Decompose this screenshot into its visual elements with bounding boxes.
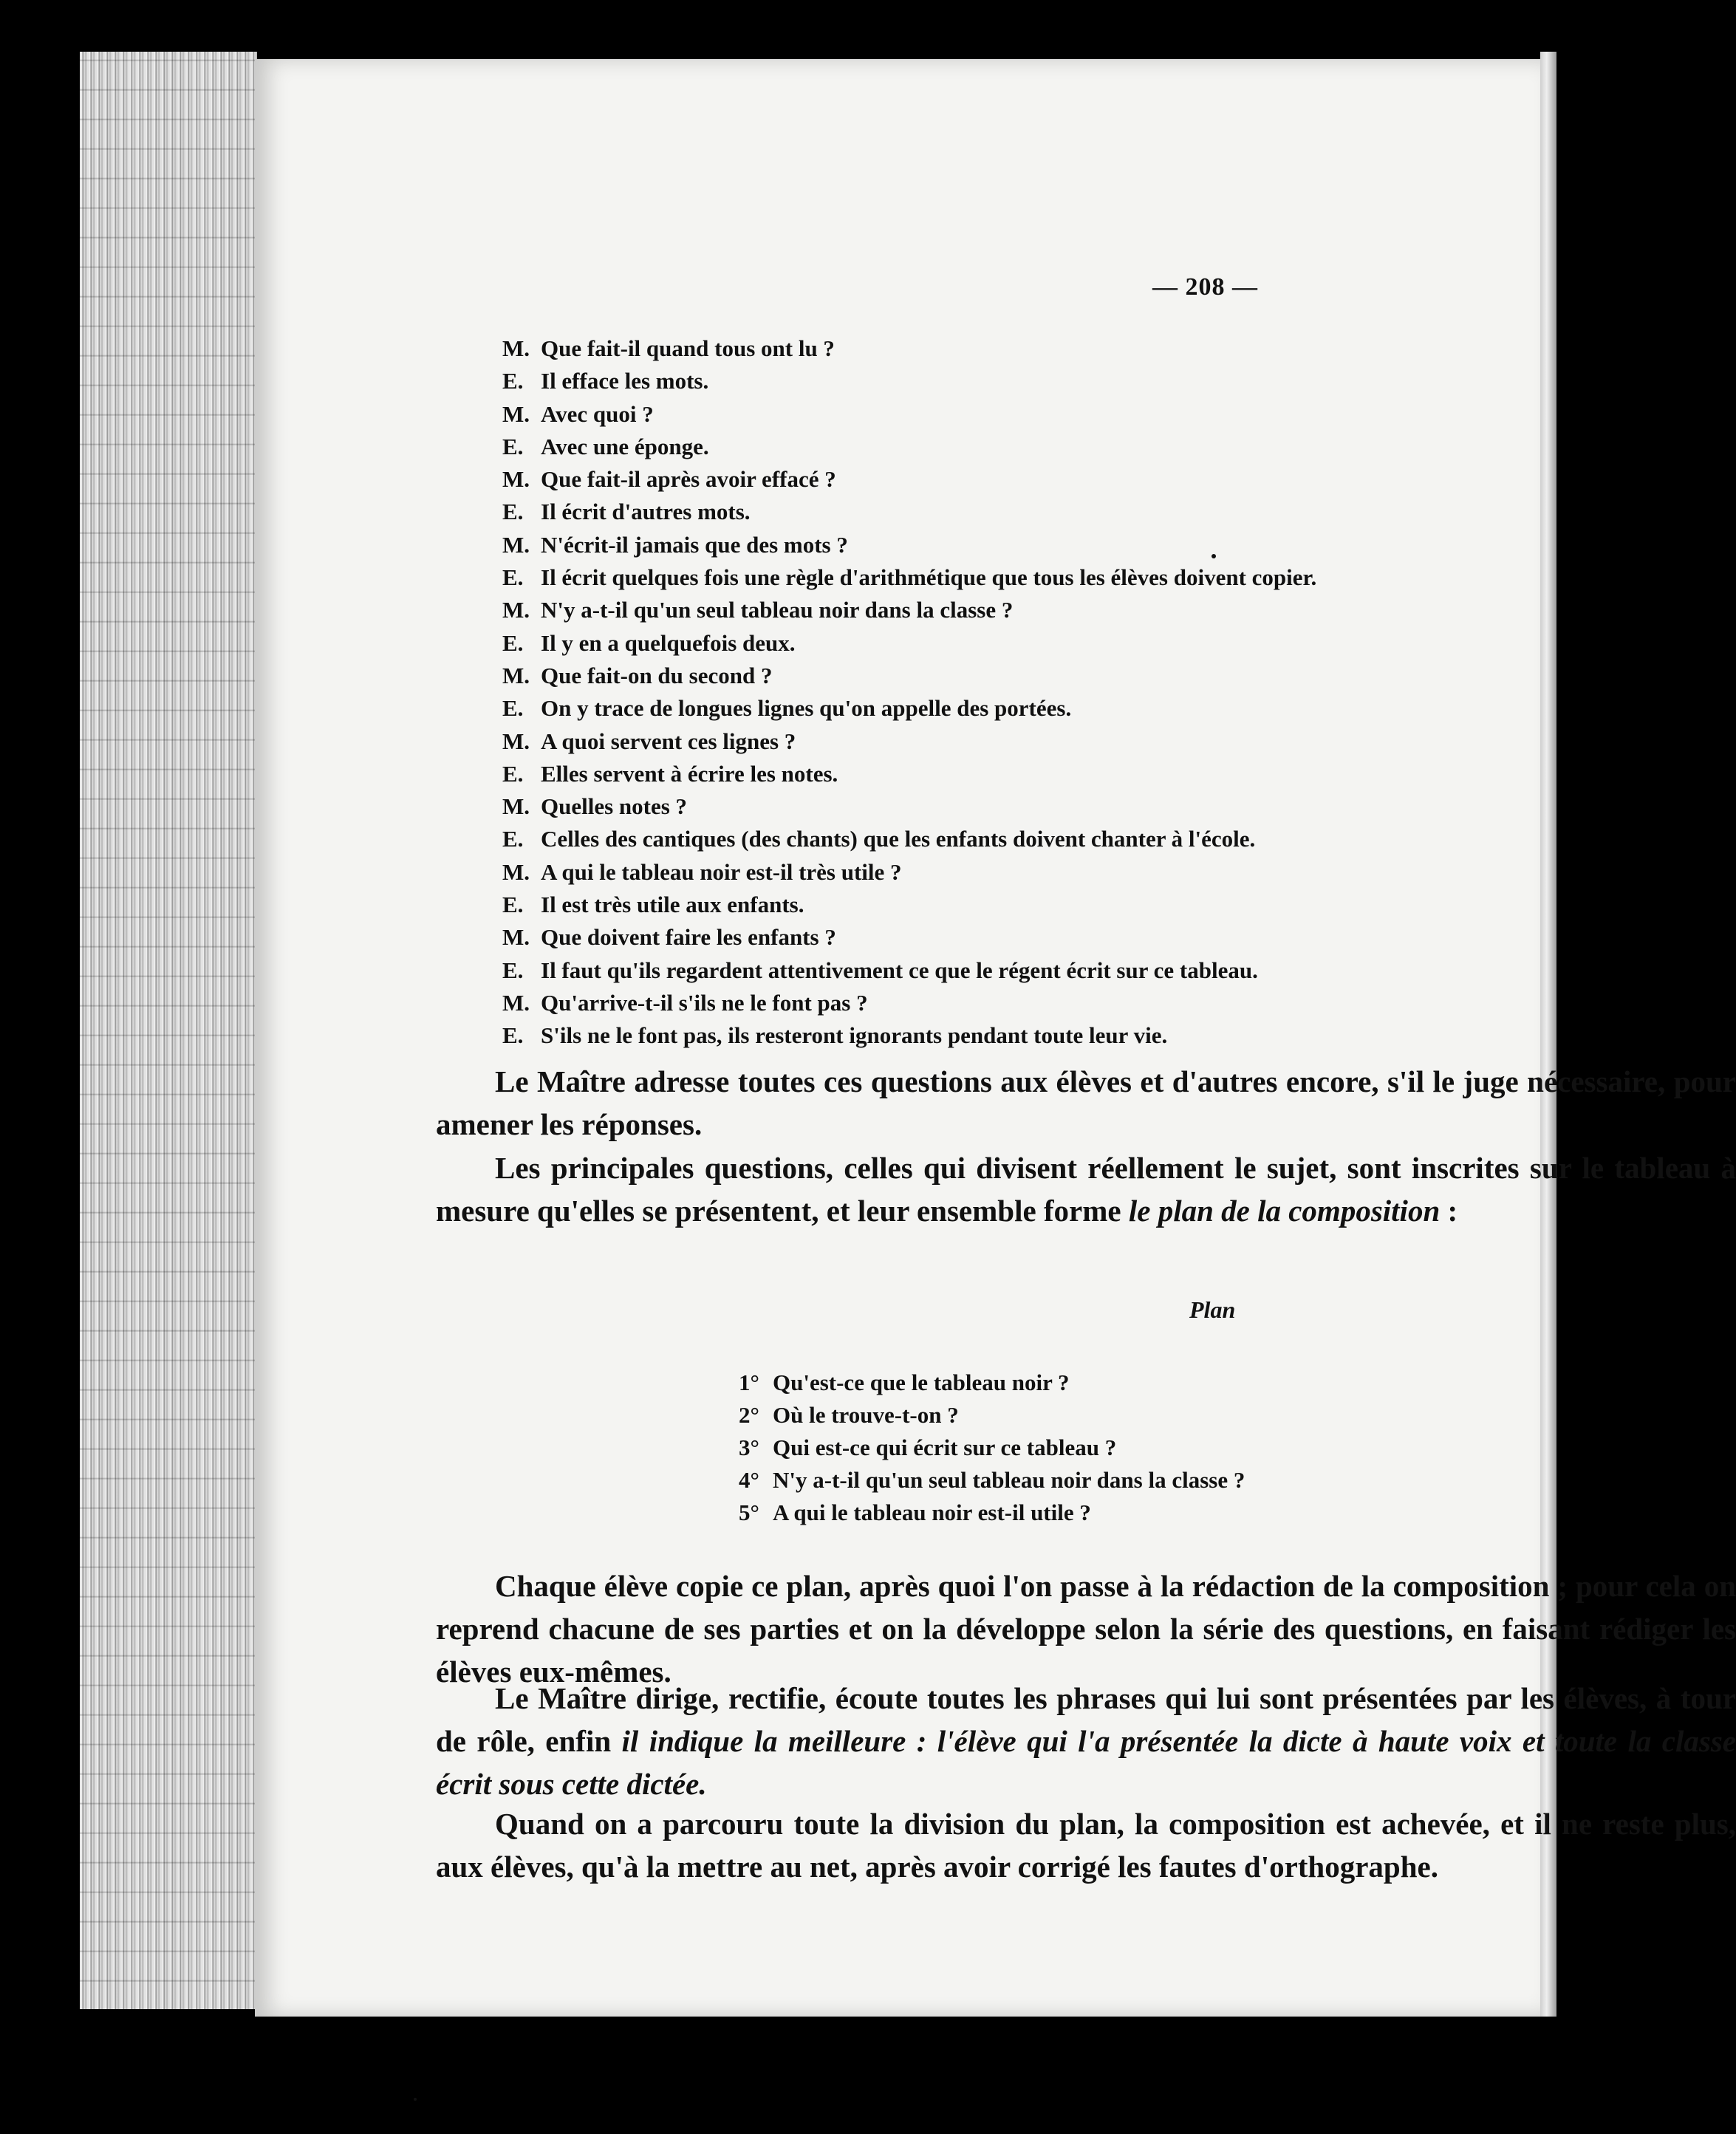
plan-item (739, 1399, 1699, 1432)
speaker: E. (502, 957, 524, 983)
line-text: N'y a-t-il qu'un seul tableau noir dans la classe ? (541, 597, 1014, 623)
speaker: E. (502, 433, 524, 459)
paragraph-text: Les principales questions, celles qui divisent réellement le sujet, sont inscrites sur le tableau à mesure qu'elles se présentent, et leur ensemble forme (436, 1151, 1736, 1228)
line-text: Il écrit quelques fois une règle d'arithmétique que tous les élèves doivent copier. (541, 564, 1317, 591)
dialogue-line (502, 889, 1714, 921)
dialogue-line (502, 790, 1714, 823)
speaker: E. (502, 564, 524, 591)
speaker: E. (502, 760, 524, 787)
dialogue-line (502, 398, 1714, 431)
dialogue-line (502, 561, 1714, 594)
plan-item-text: A qui le tableau noir est-il utile ? (773, 1499, 1091, 1525)
line-text: Il efface les mots. (541, 368, 709, 394)
paragraph-maitre-questions (436, 1060, 1736, 1146)
dialogue-line (502, 954, 1714, 987)
line-text: S'ils ne le font pas, ils resteront ignorants pendant toute leur vie. (541, 1022, 1168, 1049)
plan-item-number: 5° (739, 1499, 759, 1525)
speaker: M. (502, 466, 530, 493)
line-text: Avec une éponge. (541, 433, 709, 459)
plan-item (739, 1367, 1699, 1399)
line-text: Que fait-il après avoir effacé ? (541, 466, 836, 493)
scan-speck (1212, 554, 1216, 558)
line-text: Celles des cantiques (des chants) que les enfants doivent chanter à l'école. (541, 826, 1256, 852)
line-text: On y trace de longues lignes qu'on appelle des portées. (541, 695, 1072, 722)
plan-list (739, 1367, 1699, 1529)
dialogue-line (502, 431, 1714, 463)
dialogue-line (502, 496, 1714, 528)
dialogue-line (502, 921, 1714, 954)
speaker: M. (502, 662, 530, 688)
plan-item (739, 1432, 1699, 1464)
paragraph-text: Le Maître adresse toutes ces questions aux élèves et d'autres encore, s'il le juge nécessaire, pour amener les réponses. (436, 1064, 1736, 1141)
speaker: E. (502, 826, 524, 852)
dialogue-line (502, 594, 1714, 626)
line-text: Que fait-il quand tous ont lu ? (541, 335, 835, 361)
book-fore-edge (80, 52, 257, 2009)
paragraph-wrap (436, 1677, 1736, 1805)
line-text: A qui le tableau noir est-il très utile ? (541, 858, 902, 885)
page-content (255, 59, 1736, 2017)
paragraph-wrap (436, 1146, 1736, 1232)
plan-item-number: 1° (739, 1369, 759, 1395)
line-text: Il y en a quelquefois deux. (541, 629, 796, 656)
dialogue-line (502, 692, 1714, 725)
speaker: M. (502, 531, 530, 558)
line-text: Il est très utile aux enfants. (541, 892, 804, 918)
paragraph-principales-questions (436, 1146, 1736, 1232)
paragraph-italic: le plan de la composition (1128, 1194, 1441, 1228)
plan-item-number: 4° (739, 1467, 759, 1493)
speaker: M. (502, 400, 530, 427)
speaker: M. (502, 793, 530, 820)
plan-item (739, 1497, 1699, 1529)
speaker: E. (502, 629, 524, 656)
dialogue-line (502, 987, 1714, 1019)
page-number: — 208 — (1152, 273, 1258, 301)
line-text: Que doivent faire les enfants ? (541, 924, 836, 951)
dialogue-list (502, 332, 1714, 1053)
speaker: E. (502, 1022, 524, 1049)
plan-item-text: Qui est-ce qui écrit sur ce tableau ? (773, 1434, 1117, 1460)
plan-item-text: Qu'est-ce que le tableau noir ? (773, 1369, 1070, 1395)
line-text: Que fait-on du second ? (541, 662, 773, 688)
speaker: M. (502, 335, 530, 361)
line-text: Quelles notes ? (541, 793, 688, 820)
dialogue-line (502, 365, 1714, 397)
paragraph-italic: il indique la meilleure : l'élève qui l'a présentée la dicte à haute voix et toute la classe écrit sous cette dictée. (436, 1724, 1736, 1801)
scanned-page (255, 59, 1736, 2017)
dialogue-line (502, 823, 1714, 855)
paragraph-copie-plan (436, 1564, 1736, 1693)
plan-title: Plan (1189, 1296, 1236, 1323)
dialogue-line (502, 1019, 1714, 1052)
dialogue-line (502, 332, 1714, 365)
speaker: M. (502, 858, 530, 885)
speaker: E. (502, 368, 524, 394)
speaker: E. (502, 499, 524, 525)
dialogue-line (502, 660, 1714, 692)
speaker: M. (502, 597, 530, 623)
dialogue-line (502, 529, 1714, 561)
line-text: Il faut qu'ils regardent attentivement ce que le régent écrit sur ce tableau. (541, 957, 1258, 983)
line-text: Il écrit d'autres mots. (541, 499, 751, 525)
speaker: E. (502, 695, 524, 722)
speaker: M. (502, 924, 530, 951)
speaker: M. (502, 728, 530, 754)
dialogue-line (502, 856, 1714, 889)
plan-item-number: 3° (739, 1434, 759, 1460)
dialogue-line (502, 463, 1714, 496)
paragraph-text: Quand on a parcouru toute la division du plan, la composition est achevée, et il ne reste plus, aux élèves, qu'à la mettre au net, après avoir corrigé les fautes d'orthographe. (436, 1807, 1736, 1884)
dialogue-line (502, 725, 1714, 758)
line-text: N'écrit-il jamais que des mots ? (541, 531, 848, 558)
plan-item-number: 2° (739, 1402, 759, 1428)
plan-item-text: Où le trouve-t-on ? (773, 1402, 959, 1428)
paragraph-maitre-dirige (436, 1677, 1736, 1805)
line-text: Elles servent à écrire les notes. (541, 760, 838, 787)
line-text: Qu'arrive-t-il s'ils ne le font pas ? (541, 989, 868, 1016)
scan-speck (414, 2098, 417, 2101)
dialogue-line (502, 627, 1714, 660)
paragraph-text: Le Maître dirige, rectifie, écoute toutes les phrases qui lui sont présentées par les élèves, à tour de rôle, enfin (436, 1681, 1736, 1758)
speaker: M. (502, 989, 530, 1016)
plan-item (739, 1464, 1699, 1497)
line-text: A quoi servent ces lignes ? (541, 728, 796, 754)
plan-item-text: N'y a-t-il qu'un seul tableau noir dans la classe ? (773, 1467, 1245, 1493)
speaker: E. (502, 892, 524, 918)
line-text: Avec quoi ? (541, 400, 654, 427)
paragraph-text-end: : (1440, 1194, 1458, 1228)
paragraph-text: Chaque élève copie ce plan, après quoi l'on passe à la rédaction de la composition ; pour cela on reprend chacune de ses parties et on la développe selon la série des questions, en faisant rédiger les élèves eux-mêmes. (436, 1569, 1736, 1689)
paragraph-composition-achevee (436, 1802, 1736, 1888)
dialogue-line (502, 758, 1714, 790)
